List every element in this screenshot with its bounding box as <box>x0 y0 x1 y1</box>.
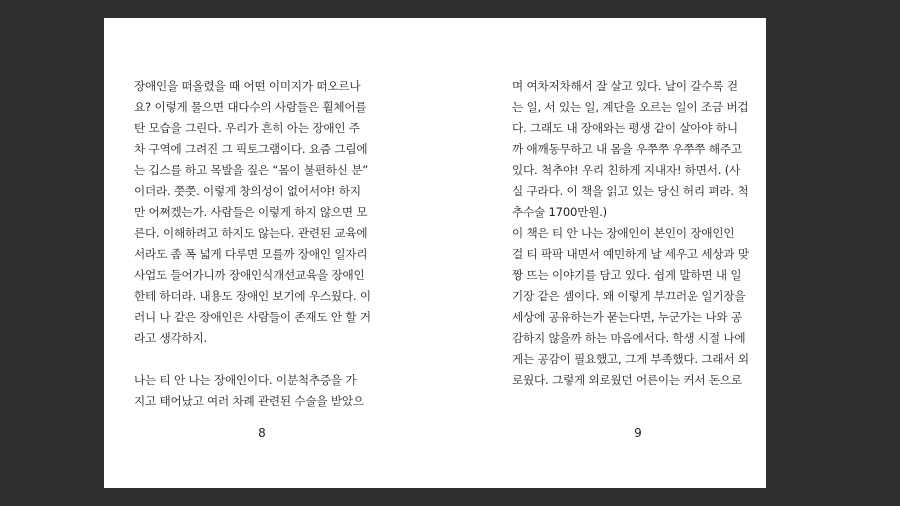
page-number-left: 8 <box>258 426 266 440</box>
text-line: 는 일, 서 있는 일, 계단을 오르는 일이 조금 버겁 <box>512 100 749 114</box>
text-line: 요? 이렇게 물으면 대다수의 사람들은 휠체어를 <box>134 100 367 114</box>
text-line: 세상에 공유하는가 묻는다면, 누군가는 나와 공 <box>512 310 742 324</box>
text-line: 만 어쩌겠는가. 사람들은 이렇게 하지 않으면 모 <box>134 205 368 219</box>
text-line: 있다. 척추야! 우리 친하게 지내자! 하면서. (사 <box>512 163 741 177</box>
text-line: 러니 나 같은 장애인은 사람들이 존재도 안 할 거 <box>134 310 371 324</box>
text-line: 사업도 들어가니까 장애인식개선교육을 장애인 <box>134 268 365 282</box>
text-line: 실 구라다. 이 책을 읽고 있는 당신 허리 펴라. 척 <box>512 184 749 198</box>
left-page-text <box>134 76 390 412</box>
right-page-text <box>512 76 766 391</box>
book-spread <box>104 18 766 488</box>
text-line: 로웠다. 그렇게 외로웠던 어른이는 커서 돈으로 <box>512 373 742 387</box>
text-line: 게는 공감이 필요했고, 그게 부족했다. 그래서 외 <box>512 352 749 366</box>
text-line: 차 구역에 그려진 그 픽토그램이다. 요즘 그림에 <box>134 142 368 156</box>
text-line: 감하지 않을까 하는 마음에서다. 학생 시절 나에 <box>512 331 746 345</box>
page-number-right: 9 <box>634 426 642 440</box>
paragraph-gap <box>134 349 390 370</box>
text-line: 짱 뜨는 이야기를 담고 있다. 쉽게 말하면 내 일 <box>512 268 742 282</box>
text-line: 한테 하더라. 내용도 장애인 보기에 우스웠다. 이 <box>134 289 371 303</box>
text-line: 는 깁스를 하고 목발을 짚은 “몸이 불편하신 분” <box>134 163 369 177</box>
text-line: 탄 모습을 그린다. 우리가 흔히 아는 장애인 주 <box>134 121 360 135</box>
text-line: 까 애깨동무하고 내 몸을 우쭈쭈 우쭈쭈 해주고 <box>512 142 742 156</box>
text-line: 다. 그래도 내 장애와는 평생 같이 살아야 하니 <box>512 121 738 135</box>
text-line: 서라도 좀 폭 넓게 다루면 모를까 장애인 일자리 <box>134 247 368 261</box>
text-line: 장애인을 떠올렸을 때 어떤 이미지가 떠오르나 <box>134 79 361 93</box>
text-line: 기장 같은 셈이다. 왜 이렇게 부끄러운 일기장을 <box>512 289 746 303</box>
text-line: 이 책은 티 안 나는 장애인이 본인이 장애인인 <box>512 226 735 240</box>
text-line: 른다. 이해하려고 하지도 않는다. 관련된 교육에 <box>134 226 368 240</box>
text-line: 라고 생각하지. <box>134 331 207 345</box>
text-line: 나는 티 안 나는 장애인이다. 이분척추증을 가 <box>134 373 357 387</box>
text-line: 추수술 1700만원.) <box>512 205 607 219</box>
text-line: 며 여차저차해서 잘 살고 있다. 날이 갈수록 걷 <box>512 79 738 93</box>
text-line: 걸 티 팍팍 내면서 예민하게 날 세우고 세상과 맞 <box>512 247 749 261</box>
text-line: 지고 태어났고 여러 차례 관련된 수술을 받았으 <box>134 394 364 408</box>
text-line: 이더라. 쯧쯧. 이렇게 창의성이 없어서야! 하지 <box>134 184 361 198</box>
